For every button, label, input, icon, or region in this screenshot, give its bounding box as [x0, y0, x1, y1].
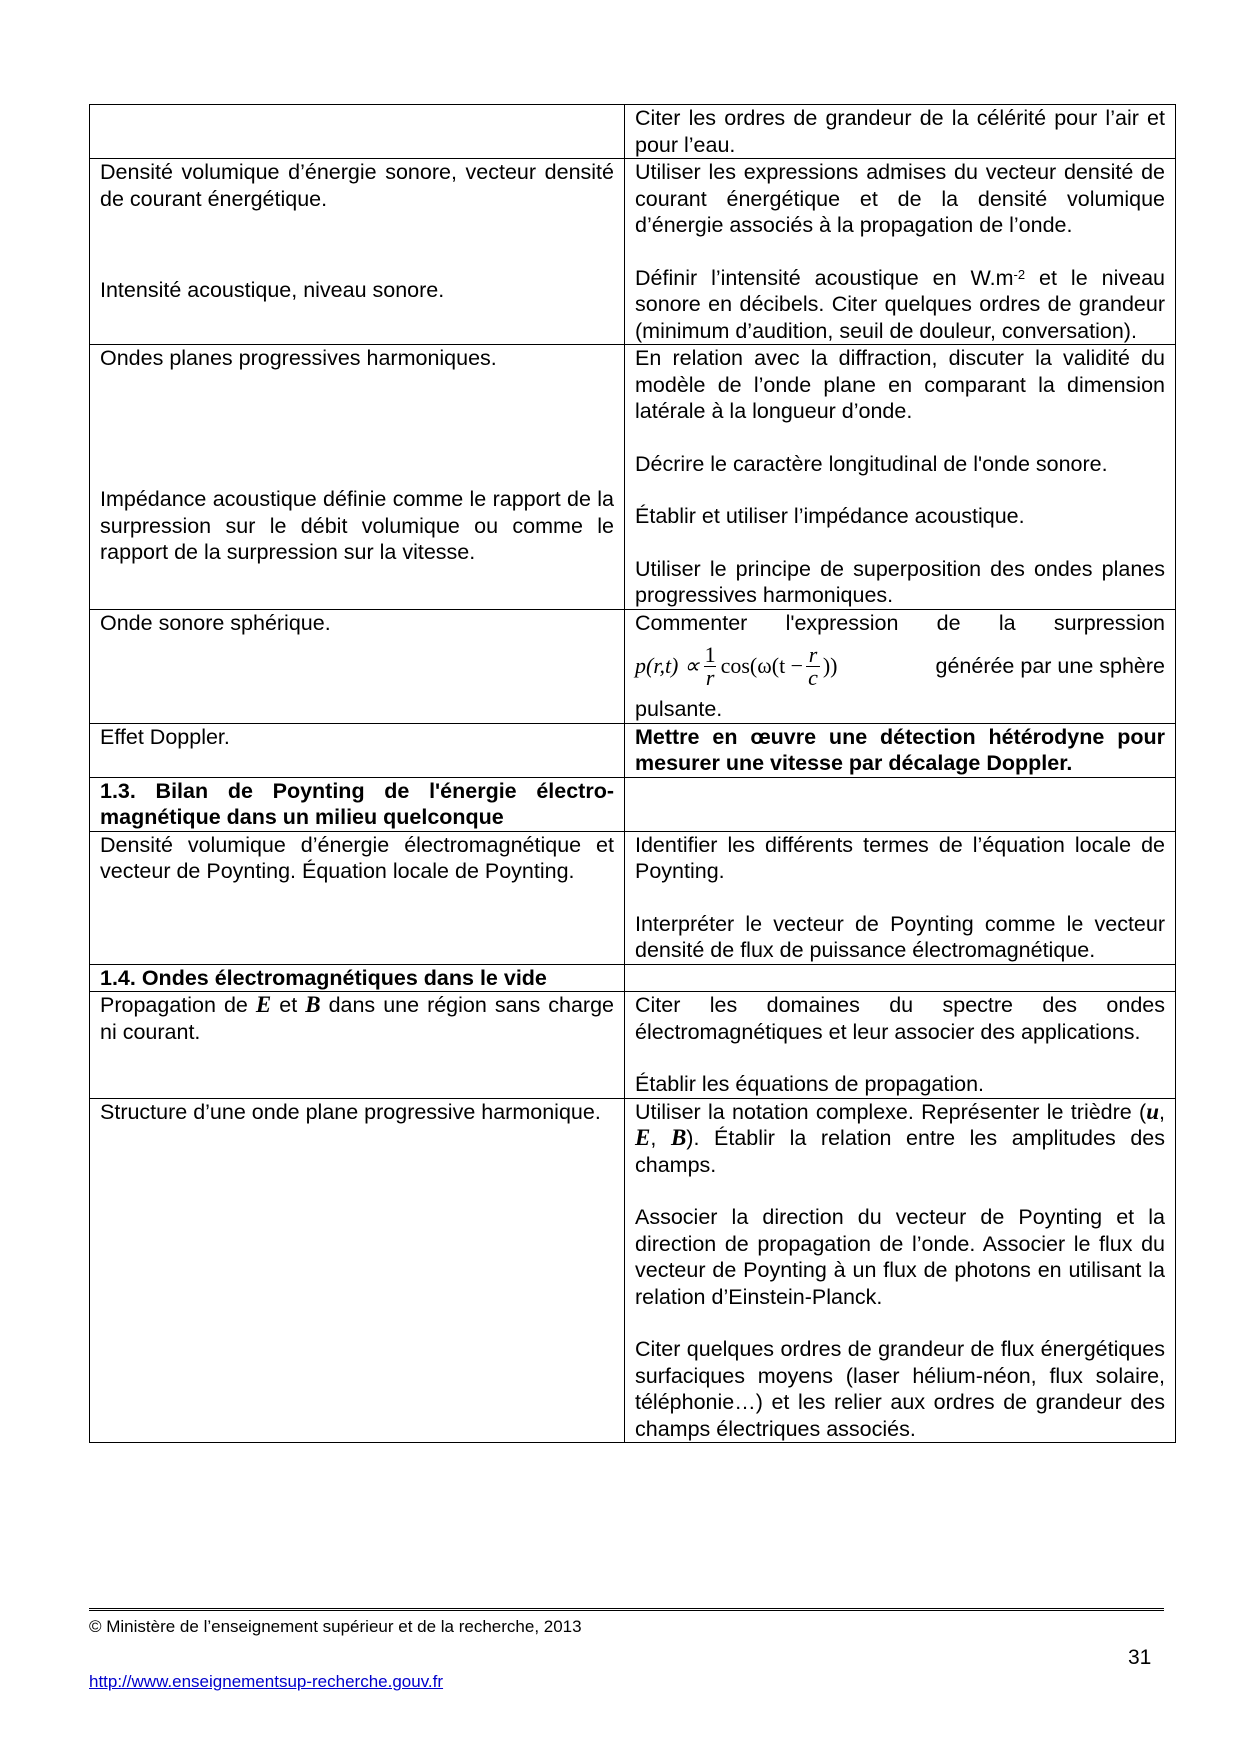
- capacity-text: pulsante.: [635, 697, 723, 721]
- table-row: [90, 105, 1176, 159]
- notion-cell: [90, 831, 625, 964]
- capacity-cell: [625, 609, 1176, 723]
- section-heading: 1.4. Ondes électromagnétiques dans le vide: [90, 964, 625, 992]
- vector-b: B: [305, 992, 321, 1017]
- curriculum-table: [89, 104, 1176, 1443]
- notion-text: Onde sonore sphérique.: [100, 610, 331, 635]
- notion-text: Effet Doppler.: [100, 724, 230, 749]
- vector-e: E: [255, 992, 272, 1017]
- capacity-cell: [625, 723, 1176, 777]
- capacity-cell: [625, 831, 1176, 964]
- notion-text: Structure d’une onde plane progressive harmonique.: [100, 1099, 601, 1124]
- capacity-text-bold: Mettre en œuvre une détection hétérodyne pour mesurer une vitesse par décalage Doppler.: [635, 724, 1165, 775]
- capacity-text: Établir et utiliser l’impédance acoustique.: [635, 504, 1025, 528]
- capacity-text: En relation avec la diffraction, discuter la validité du modèle de l’onde plane en comparant la dimension latérale à la longueur d’onde.: [635, 346, 1165, 423]
- section-heading: 1.3. Bilan de Poynting de l'énergie électro-magnétique dans un milieu quelconque: [90, 777, 625, 831]
- vector-b: B: [670, 1125, 687, 1150]
- capacity-text: Citer quelques ordres de grandeur de flux énergétiques surfaciques moyens (laser hélium-néon, flux solaire, téléphonie…) et les relier aux ordres de grandeur des champs électriques associés.: [635, 1337, 1165, 1441]
- notion-cell: [90, 1098, 625, 1443]
- notion-text: Densité volumique d’énergie électromagnétique et vecteur de Poynting. Équation locale de Poynting.: [100, 832, 614, 883]
- table-row: [90, 992, 1176, 1099]
- surpression-formula: p(r,t) ∝ $\frac{1}{r}$ cos(ω(t − $\frac{r}{c}$ )): [635, 641, 838, 690]
- capacity-text: Identifier les différents termes de l’équation locale de Poynting.: [635, 832, 1165, 883]
- vector-u: u: [1146, 1098, 1160, 1124]
- notion-text: Ondes planes progressives harmoniques.: [100, 346, 497, 370]
- notion-cell: [90, 992, 625, 1099]
- notion-text: Impédance acoustique définie comme le rapport de la surpression sur le débit volumique ou comme le rapport de la surpression sur la vitesse.: [100, 487, 614, 564]
- table-row: [90, 964, 1176, 992]
- capacity-cell: [625, 964, 1176, 992]
- table-row: [90, 609, 1176, 723]
- capacity-cell: [625, 992, 1176, 1099]
- notion-text: Propagation de E et B dans une région sans charge ni courant.: [100, 992, 614, 1044]
- capacity-text: Utiliser le principe de superposition des ondes planes progressives harmoniques.: [635, 556, 1165, 607]
- capacity-text: Utiliser les expressions admises du vecteur densité de courant énergétique et de la densité volumique d’énergie associés à la propagation de l’onde.: [635, 160, 1165, 237]
- notion-cell: [90, 723, 625, 777]
- vector-e: E: [635, 1125, 651, 1150]
- capacity-text: Interpréter le vecteur de Poynting comme le vecteur densité de flux de puissance électromagnétique.: [635, 911, 1165, 962]
- notion-cell: [90, 609, 625, 723]
- notion-cell: [90, 105, 625, 159]
- superscript: -2: [1013, 266, 1026, 282]
- capacity-text: Commenter l'expression de la surpression: [635, 610, 1165, 635]
- capacity-text: Citer les domaines du spectre des ondes électromagnétiques et leur associer des applications.: [635, 993, 1165, 1044]
- notion-text: Densité volumique d’énergie sonore, vecteur densité de courant énergétique.: [100, 160, 614, 211]
- formula-line: p(r,t) ∝ $\frac{1}{r}$ cos(ω(t − $\frac{r}{c}$ )) générée par une sphère: [635, 641, 1165, 690]
- table-row: [90, 159, 1176, 345]
- footer-rule: [89, 1608, 1164, 1611]
- table-row: [90, 345, 1176, 610]
- capacity-text: Décrire le caractère longitudinal de l'onde sonore.: [635, 451, 1108, 476]
- page-number: 31: [1128, 1646, 1152, 1669]
- capacity-cell: [625, 345, 1176, 610]
- capacity-text: Associer la direction du vecteur de Poynting et la direction de propagation de l’onde. Associer le flux du vecteur de Poynting à un flux de photons en utilisant la relation d’Einstein-Planck.: [635, 1205, 1165, 1309]
- capacity-text: Utiliser la notation complexe. Représenter le trièdre (u, E, B). Établir la relation entre les amplitudes des champs.: [635, 1098, 1166, 1177]
- table-row: [90, 777, 1176, 831]
- notion-cell: [90, 159, 625, 345]
- notion-cell: [90, 345, 625, 610]
- copyright-notice: © Ministère de l’enseignement supérieur et de la recherche, 2013: [89, 1617, 582, 1636]
- table-row: [90, 723, 1176, 777]
- capacity-text: Citer les ordres de grandeur de la célérité pour l’air et pour l’eau.: [635, 106, 1165, 157]
- capacity-cell: [625, 1098, 1176, 1443]
- table-row: [90, 831, 1176, 964]
- capacity-cell: [625, 777, 1176, 831]
- ministry-link[interactable]: http://www.enseignementsup-recherche.gouv.fr: [89, 1672, 444, 1691]
- capacity-cell: [625, 159, 1176, 345]
- capacity-cell: [625, 105, 1176, 159]
- table-row: [90, 1098, 1176, 1443]
- capacity-text: Établir les équations de propagation.: [635, 1072, 985, 1096]
- capacity-text: Définir l’intensité acoustique en $W.m^{-2}$ et le niveau sonore en décibels. Citer quelques ordres de grandeur (minimum d’audition, seuil de douleur, conversation).: [635, 265, 1165, 343]
- notion-text: Intensité acoustique, niveau sonore.: [100, 278, 445, 302]
